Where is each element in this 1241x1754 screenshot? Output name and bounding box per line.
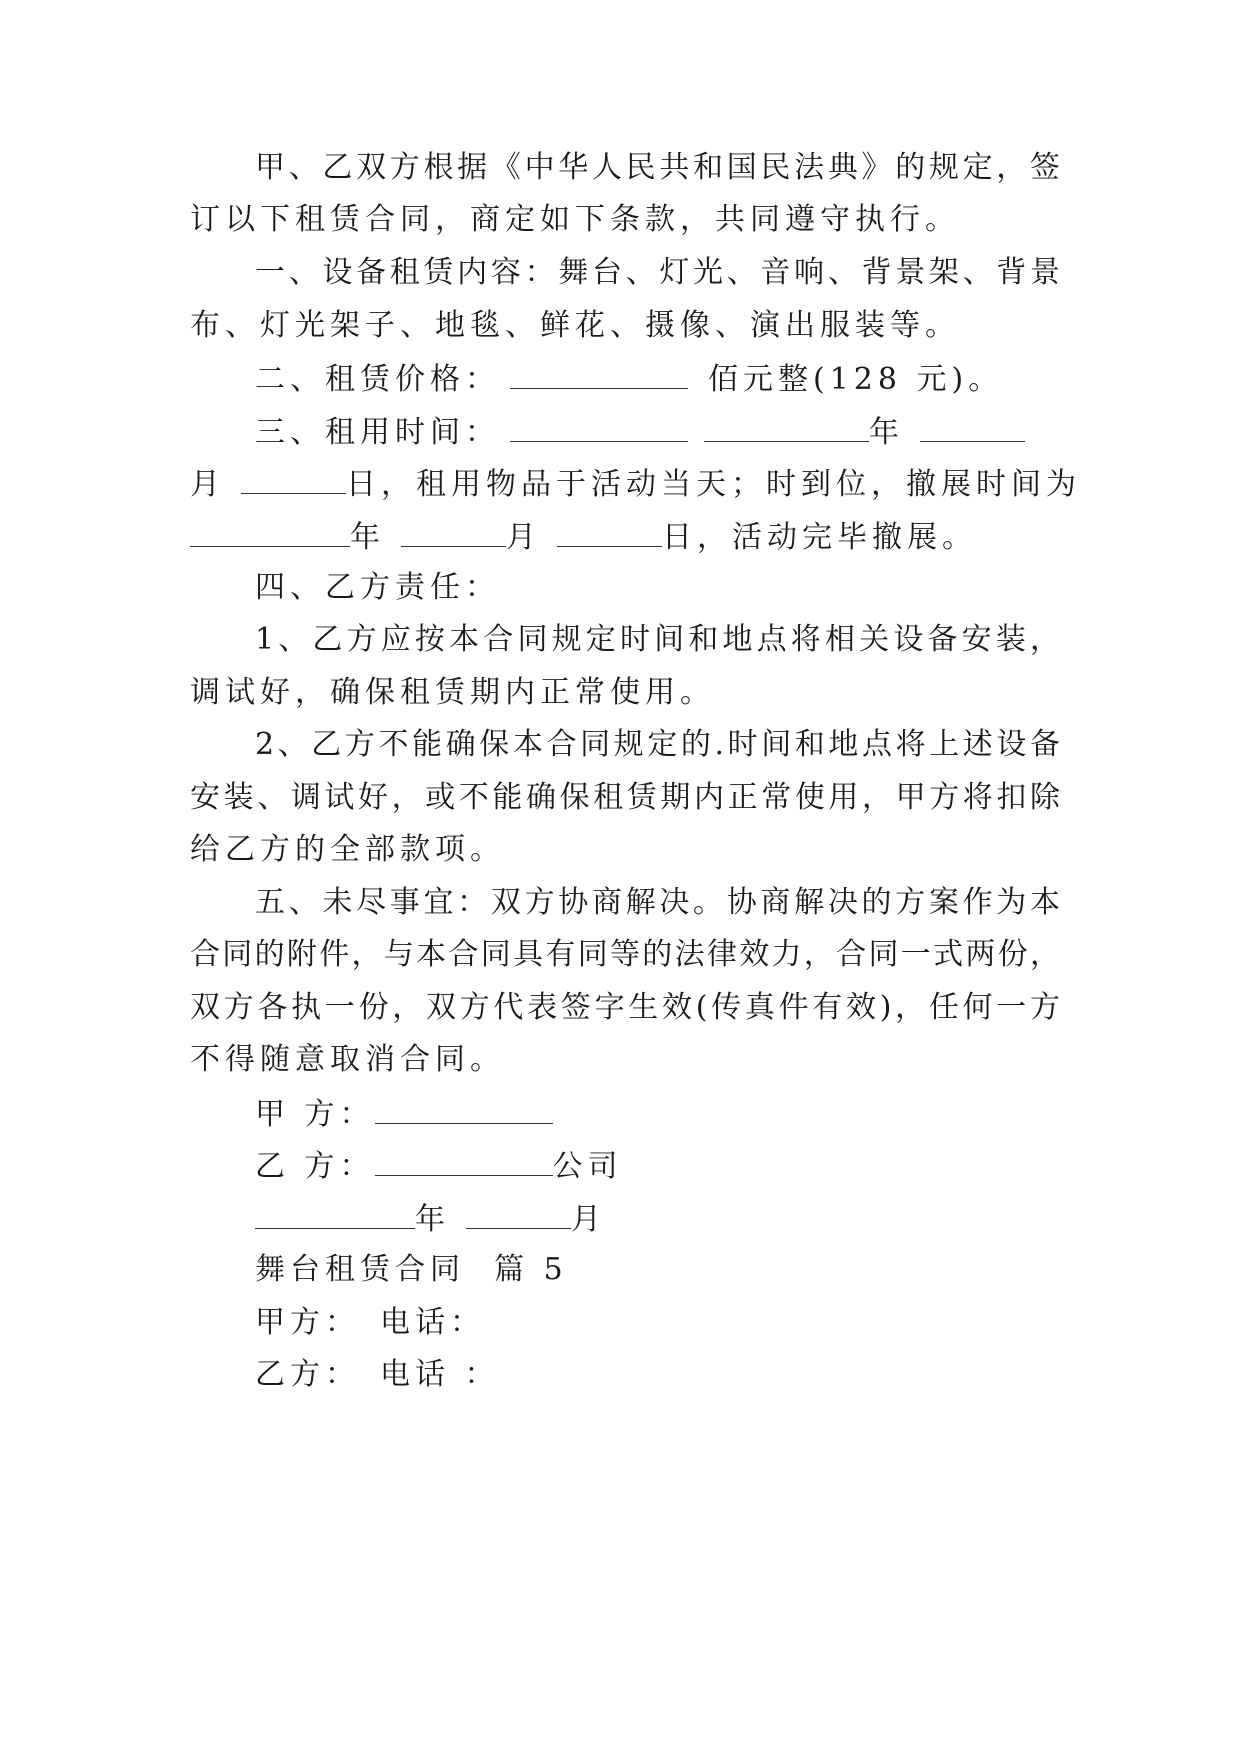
removal-month-blank[interactable] [401,516,506,547]
party-a-label: 甲 方： [255,1097,375,1132]
signature-month-blank[interactable] [466,1198,571,1229]
paragraph-2-line-2: 布、灯光架子、地毯、鲜花、摄像、演出服装等。 [190,308,960,343]
party-a-blank[interactable] [375,1093,553,1124]
rental-year-label: 年 [869,415,904,450]
rental-month-blank[interactable] [920,411,1025,442]
removal-year-blank[interactable] [190,516,350,547]
signature-year-label: 年 [415,1202,450,1237]
contact-party-a-line [255,1303,1060,1343]
rental-price-amount: 佰元整(128 元)。 [708,362,1004,397]
clause-5-line-3: 双方各执一份，双方代表签字生效(传真件有效)，任何一方 [190,990,1060,1025]
section-heading: 舞台租赁合同 篇 5 [255,1252,568,1287]
rental-price-label: 二、租赁价格： [255,362,500,397]
party-b-responsibility-heading: 四、乙方责任： [255,570,500,605]
rental-year-blank[interactable] [704,411,869,442]
clause-1-line-2: 调试好，确保租赁期内正常使用。 [190,675,715,710]
party-a-signature-line [255,1093,1060,1135]
paragraph-1-line-2: 订以下租赁合同，商定如下条款，共同遵守执行。 [190,202,960,237]
contact-party-b-label: 乙方： [255,1357,360,1392]
contact-party-a-phone: 电话： [380,1305,485,1340]
signature-date-line [255,1198,1060,1240]
rental-time-blank-1[interactable] [510,411,688,442]
party-b-signature-line [255,1145,1060,1187]
rental-price-blank[interactable] [510,358,688,389]
rental-time-line-3 [190,516,1060,558]
signature-month-label: 月 [571,1202,606,1237]
clause-5-line-2: 合同的附件，与本合同具有同等的法律效力，合同一式两份， [190,937,1060,972]
party-b-blank[interactable] [375,1145,553,1176]
contact-party-b-line [255,1355,1060,1395]
clause-5-line-4: 不得随意取消合同。 [190,1042,505,1077]
clause-5-line-1: 五、未尽事宜：双方协商解决。协商解决的方案作为本 [255,885,1060,920]
rental-price-line [255,358,1060,400]
clause-2-line-3: 给乙方的全部款项。 [190,832,505,867]
removal-day-blank[interactable] [557,516,662,547]
removal-month-label: 月 [506,520,541,555]
rental-time-label: 三、租用时间： [255,415,500,450]
paragraph-1-line-1: 甲、乙双方根据《中华人民共和国民法典》的规定，签 [255,150,1060,185]
clause-2-line-2: 安装、调试好，或不能确保租赁期内正常使用，甲方将扣除 [190,780,1060,815]
rental-day-text: 日，租用物品于活动当天；时到位，撤展时间为 [346,467,1081,502]
signature-year-blank[interactable] [255,1198,415,1229]
rental-time-line-2 [190,463,1081,505]
clause-2-line-1: 2、乙方不能确保本合同规定的.时间和地点将上述设备 [255,727,1060,762]
contact-party-b-phone: 电话 ： [380,1357,500,1392]
removal-day-text: 日，活动完毕撤展。 [662,520,977,555]
contact-party-a-label: 甲方： [255,1305,360,1340]
paragraph-2-line-1: 一、设备租赁内容：舞台、灯光、音响、背景架、背景 [255,255,1060,290]
rental-day-blank[interactable] [241,463,346,494]
rental-time-line-1 [255,411,1060,453]
party-b-company: 公司 [552,1149,623,1184]
clause-1-line-1: 1、乙方应按本合同规定时间和地点将相关设备安装， [255,622,1060,657]
rental-month-label: 月 [190,467,225,502]
party-b-label: 乙 方： [255,1149,375,1184]
removal-year-label: 年 [350,520,385,555]
